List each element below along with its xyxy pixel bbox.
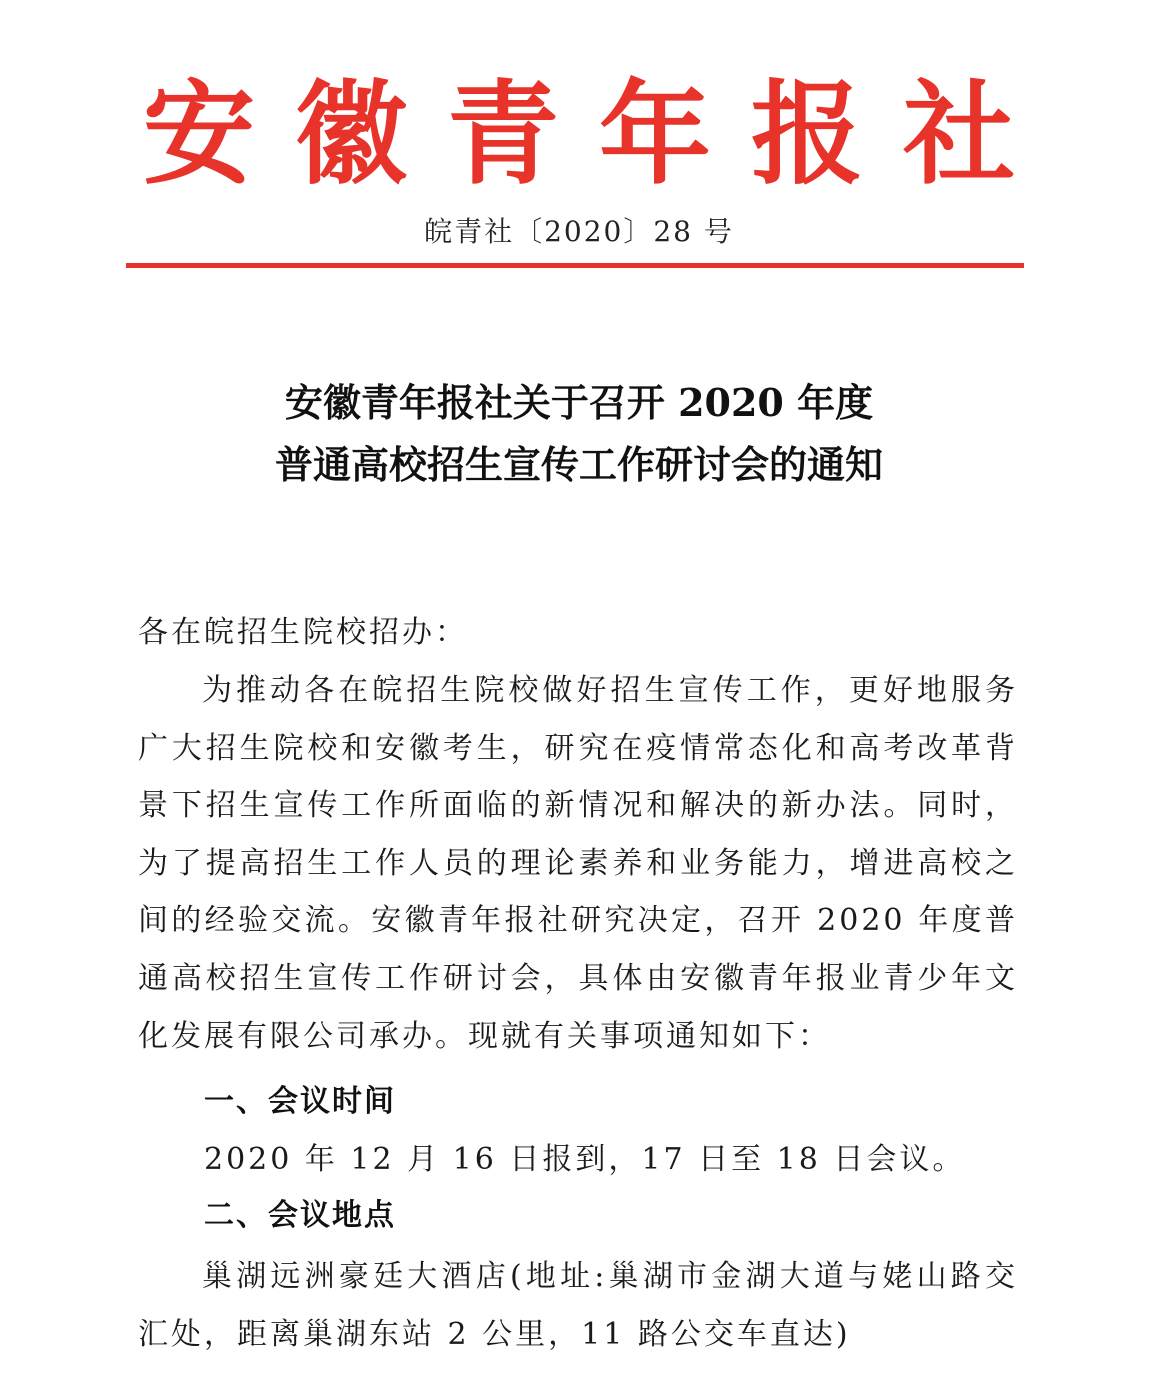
notice-title-line2: 普通高校招生宣传工作研讨会的通知 [274,442,883,487]
masthead-char: 年 [599,69,711,200]
meeting-time-text: 2020 年 12 月 16 日报到，17 日至 18 日会议。 [204,1142,966,1177]
masthead-char: 徽 [295,69,407,200]
masthead-char: 青 [447,69,559,200]
meeting-venue-text: 巢湖远洲豪廷大酒店(地址:巢湖市金湖大道与姥山路交汇处，距离巢湖东站 2 公里，11 路公交车直达) [138,1259,1018,1352]
document-number: 皖青社〔2020〕28 号 [424,215,734,248]
notice-title-line1: 安徽青年报社关于召开 2020 年度 [284,380,874,425]
section-heading-venue: 二、会议地点 [204,1198,396,1233]
salutation: 各在皖招生院校招办： [138,615,468,650]
red-divider [126,263,1024,268]
masthead-char: 社 [903,69,1015,200]
section-heading-time: 一、会议时间 [204,1084,396,1119]
masthead [0,70,1158,200]
masthead-char: 安 [143,69,255,200]
intro-paragraph: 为推动各在皖招生院校做好招生宣传工作，更好地服务广大招生院校和安徽考生，研究在疫情常态化和高考改革背景下招生宣传工作所面临的新情况和解决的新办法。同时，为了提高招生工作人员的理论素养和业务能力，增进高校之间的经验交流。安徽青年报社研究决定，召开 2020 年度普通高校招生宣传工作研讨会，具体由安徽青年报业青少年文化发展有限公司承办。现就有关事项通知如下： [138,673,1018,1054]
masthead-char: 报 [751,69,863,200]
